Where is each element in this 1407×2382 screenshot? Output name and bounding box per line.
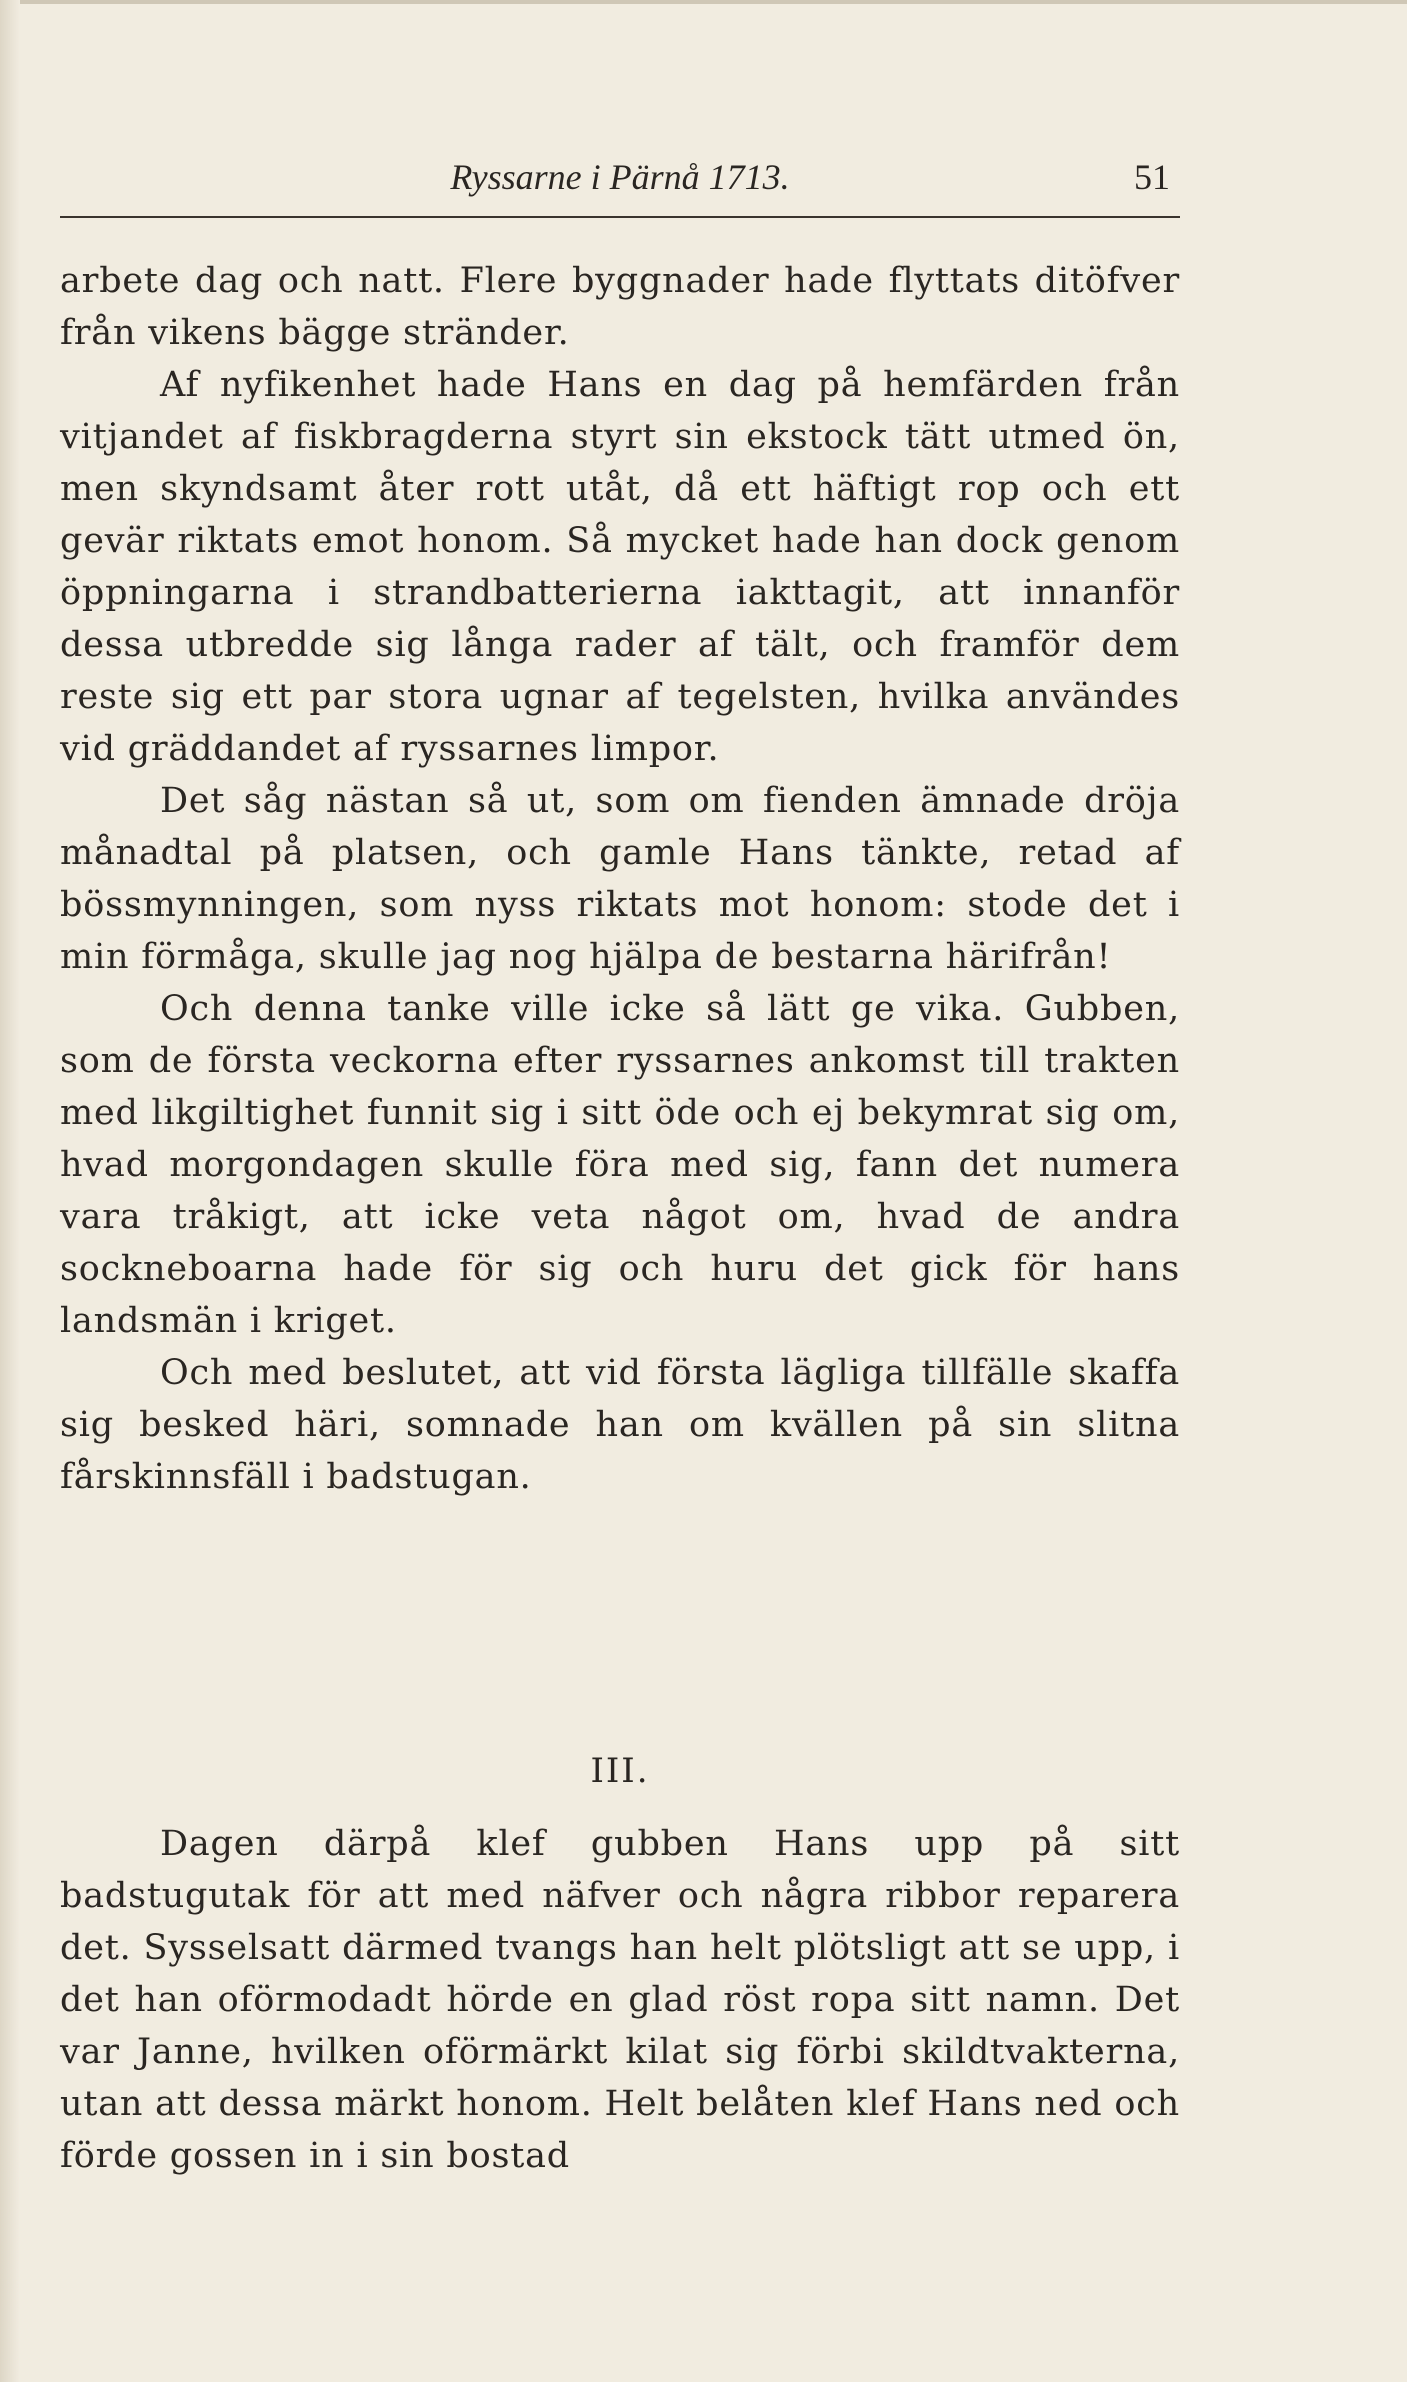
paragraph: Af nyfikenhet hade Hans en dag på hemfärden från vitjandet af fiskbragderna styrt sin ekstock tätt utmed ön, men skyndsamt åter rott utåt, då ett häftigt rop och ett gevär riktats emot honom. Så mycket hade han dock genom öppningarna i strandbatterierna iakttagit, att innanför dessa utbredde sig långa rader af tält, och framför dem reste sig ett par stora ugnar af tegelsten, hvilka användes vid gräddandet af ryssarnes limpor. [60, 365, 1180, 769]
page-header [60, 150, 1180, 218]
paragraph: Dagen därpå klef gubben Hans upp på sitt badstugutak för att med näfver och några ribbor reparera det. Sysselsatt därmed tvangs han helt plötsligt att se upp, i det han oförmodadt hörde en glad röst ropa sitt namn. Det var Janne, hvilken oförmärkt kilat sig förbi skildtvakterna, utan att dessa märkt honom. Helt belåten klef Hans ned och förde gossen in i sin bostad [60, 1824, 1181, 2176]
section-heading: III. [590, 1751, 650, 1791]
section-body-text [60, 1818, 1180, 2182]
paragraph: Det såg nästan så ut, som om fienden ämnade dröja månadtal på platsen, och gamle Hans tänkte, retad af bössmynningen, som nyss riktats mot honom: stode det i min förmåga, skulle jag nog hjälpa de bestarna härifrån! [60, 781, 1180, 977]
running-head: Ryssarne i Pärnå 1713. [450, 157, 790, 197]
page-top-edge [0, 0, 1407, 4]
paragraph: arbete dag och natt. Flere byggnader hade flyttats ditöfver från vikens bägge stränder. [60, 261, 1180, 353]
body-text [60, 255, 1180, 1503]
page-number: 51 [1134, 157, 1170, 197]
paragraph: Och med beslutet, att vid första lägliga tillfälle skaffa sig besked häri, somnade han om kvällen på sin slitna fårskinnsfäll i badstugan. [60, 1353, 1180, 1497]
paragraph: Och denna tanke ville icke så lätt ge vika. Gubben, som de första veckorna efter ryssarnes ankomst till trakten med likgiltighet funnit sig i sitt öde och ej bekymrat sig om, hvad morgondagen skulle föra med sig, fann det numera vara tråkigt, att icke veta något om, hvad de andra sockneboarna hade för sig och huru det gick för hans landsmän i kriget. [60, 989, 1180, 1341]
page-binding-shadow [0, 0, 20, 2382]
